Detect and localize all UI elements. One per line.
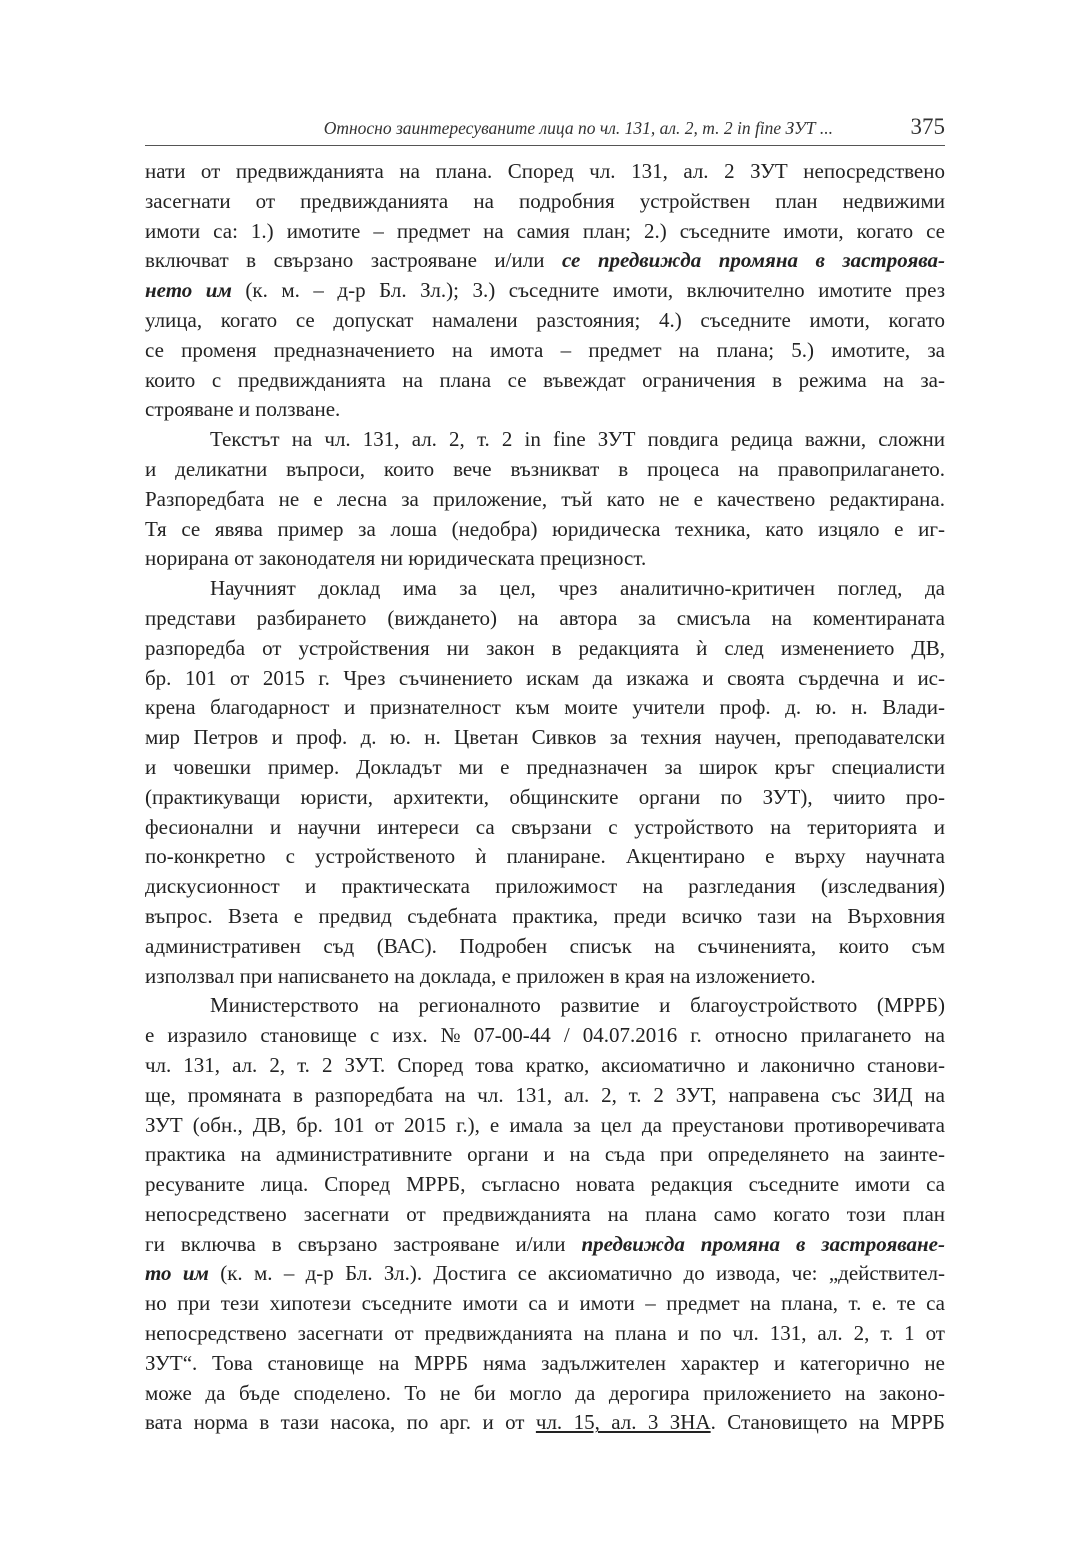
text-segment: които с предвижданията на плана се въвеждат ограничения в режима на за- — [145, 367, 945, 392]
text-segment: фесионални и научни интереси са свързани с устройството на територията и — [145, 814, 945, 839]
text-line — [145, 604, 945, 634]
text-segment: нати от предвижданията на плана. Според чл. 131, ал. 2 ЗУТ непосредствено — [145, 159, 945, 183]
emphasis-text: то им — [145, 1261, 209, 1286]
text-segment: . Становището на МРРБ — [710, 1410, 945, 1435]
text-line — [145, 664, 945, 694]
text-segment: практика на административните органи и на съда при определянето на заинте- — [145, 1142, 945, 1167]
emphasis-text: се предвижда промяна в застроява- — [561, 248, 946, 273]
text-segment: непосредствено засегнати от предвижданията на плана и по чл. 131, ал. 2, т. 1 от — [145, 1321, 945, 1346]
text-segment: може да бъде споделено. То не би могло да дерогира приложението на законо- — [145, 1380, 945, 1405]
text-line — [145, 276, 945, 306]
text-line — [145, 1140, 945, 1170]
text-segment: Тя се явява пример за лоша (недобра) юридическа техника, като изцяло е иг- — [145, 516, 945, 541]
text-segment: (к. м. – д-р Бл. Зл.); 3.) съседните имоти, включително имотите през — [231, 278, 946, 303]
text-line — [145, 723, 945, 753]
text-segment: е изразило становище с изх. № 07-00-44 / 04.07.2016 г. относно прилагането на — [145, 1023, 945, 1048]
text-segment: по-конкретно с устройственото ѝ планиране. Акцентирано е върху научната — [145, 844, 945, 869]
text-line — [145, 1051, 945, 1081]
text-segment: представи разбирането (виждането) на автора за смисъла на коментираната — [145, 605, 945, 630]
text-line — [145, 783, 945, 813]
header-rule — [145, 145, 945, 146]
text-line — [145, 157, 945, 187]
text-line — [145, 366, 945, 396]
text-segment: строяване и ползване. — [145, 397, 341, 422]
text-segment: Текстът на чл. 131, ал. 2, т. 2 in fine ЗУТ повдига редица важни, сложни — [210, 427, 945, 452]
text-line — [145, 634, 945, 664]
text-line — [145, 962, 945, 992]
text-segment: имоти са: 1.) имотите – предмет на самия план; 2.) съседните имоти, когато се — [145, 218, 945, 243]
text-line — [145, 425, 945, 455]
emphasis-text: нето им — [145, 278, 232, 303]
text-line — [145, 187, 945, 217]
text-line — [145, 1408, 945, 1438]
text-segment: включват в свързано застрояване и/или — [145, 248, 562, 273]
text-segment: мир Петров и проф. д. ю. н. Цветан Сивков за техния научен, преподавателски — [145, 725, 945, 750]
text-segment: и човешки пример. Докладът ми е предназначен за широк кръг специалисти — [145, 754, 945, 779]
text-segment: Научният доклад има за цел, чрез аналитично-критичен поглед, да — [210, 576, 945, 601]
page-number: 375 — [910, 114, 945, 139]
text-segment: дискусионност и практическата приложимост на разгледания (изследвания) — [145, 874, 945, 899]
text-segment: вата норма в тази насока, по арг. и от — [145, 1410, 536, 1435]
text-segment: ги включва в свързано застрояване и/или — [145, 1231, 582, 1256]
text-segment: улица, когато се допускат намалени разстояния; 4.) съседните имоти, когато — [145, 307, 945, 332]
text-line — [145, 544, 945, 574]
text-segment: и деликатни въпроси, които вече възникват в процеса на правоприлагането. — [145, 456, 945, 481]
text-line — [145, 1230, 945, 1260]
text-segment: непосредствено засегнати от предвижданията на плана само когато този план — [145, 1201, 945, 1226]
text-line — [145, 574, 945, 604]
citation-link[interactable]: чл. 15, ал. 3 ЗНА — [535, 1410, 711, 1435]
text-line — [145, 1259, 945, 1289]
text-line — [145, 1021, 945, 1051]
text-segment: чл. 131, ал. 2, т. 2 ЗУТ. Според това кратко, аксиоматично и лаконично станови- — [145, 1052, 945, 1077]
text-segment: ще, промяната в разпоредбата на чл. 131, ал. 2, т. 2 ЗУТ, направена със ЗИД на — [145, 1082, 945, 1107]
text-segment: ЗУТ (обн., ДВ, бр. 101 от 2015 г.), е имала за цел да преустанови противоречивата — [145, 1112, 945, 1137]
text-line — [145, 693, 945, 723]
text-line — [145, 991, 945, 1021]
text-line — [145, 1200, 945, 1230]
text-segment: ресуваните лица. Според МРРБ, съгласно новата редакция съседните имоти са — [145, 1172, 945, 1197]
text-segment: въпрос. Взета е предвид съдебната практика, преди всичко тази на Върховния — [145, 903, 945, 928]
text-segment: (к. м. – д-р Бл. Зл.). Достига се аксиоматично до извода, че: „действител- — [208, 1261, 946, 1286]
text-segment: ЗУТ“. Това становище на МРРБ няма задължителен характер и категорично не — [145, 1350, 945, 1375]
text-segment: засегнати от предвижданията на подробния устройствен план недвижими — [145, 188, 945, 213]
text-line — [145, 1081, 945, 1111]
text-segment: Разпоредбата не е лесна за приложение, тъй като не е качествено редактирана. — [145, 486, 945, 511]
text-segment: Министерството на регионалното развитие и благоустройството (МРРБ) — [210, 993, 945, 1018]
text-line — [145, 336, 945, 366]
text-line — [145, 932, 945, 962]
emphasis-text: предвижда промяна в застрояване- — [581, 1231, 945, 1256]
text-line — [145, 872, 945, 902]
text-segment: но при тези хипотези съседните имоти са и имоти – предмет на плана, т. е. те са — [145, 1291, 945, 1316]
text-line — [145, 246, 945, 276]
text-line — [145, 485, 945, 515]
running-header — [145, 116, 945, 144]
text-line — [145, 1349, 945, 1379]
text-segment: разпоредба от устройствения ни закон в редакцията ѝ след изменението ДВ, — [145, 635, 945, 660]
text-segment: се променя предназначението на имота – предмет на плана; 5.) имотите, за — [145, 337, 945, 362]
text-line — [145, 1379, 945, 1409]
text-segment: използвал при написването на доклада, е приложен в края на изложението. — [145, 963, 816, 988]
text-segment: норирана от законодателя ни юридическата прецизност. — [145, 546, 647, 571]
text-line — [145, 1289, 945, 1319]
text-line — [145, 753, 945, 783]
text-line — [145, 902, 945, 932]
text-line — [145, 395, 945, 425]
text-line — [145, 217, 945, 247]
body-text — [145, 157, 945, 1438]
text-line — [145, 306, 945, 336]
running-title: Относно заинтересуваните лица по чл. 131, ал. 2, т. 2 in fine ЗУТ ... — [323, 118, 833, 138]
text-line — [145, 1170, 945, 1200]
text-line — [145, 515, 945, 545]
text-segment: бр. 101 от 2015 г. Чрез съчинението искам да изкажа и своята сърдечна и ис- — [145, 665, 945, 690]
text-line — [145, 813, 945, 843]
text-line — [145, 1111, 945, 1141]
text-line — [145, 1319, 945, 1349]
text-line — [145, 842, 945, 872]
text-segment: крена благодарност и признателност към моите учители проф. д. ю. н. Влади- — [145, 695, 945, 720]
text-segment: административен съд (ВАС). Подробен списък на съчиненията, които съм — [145, 933, 945, 958]
text-segment: (практикуващи юристи, архитекти, общинските органи по ЗУТ), чиито про- — [145, 784, 945, 809]
text-line — [145, 455, 945, 485]
